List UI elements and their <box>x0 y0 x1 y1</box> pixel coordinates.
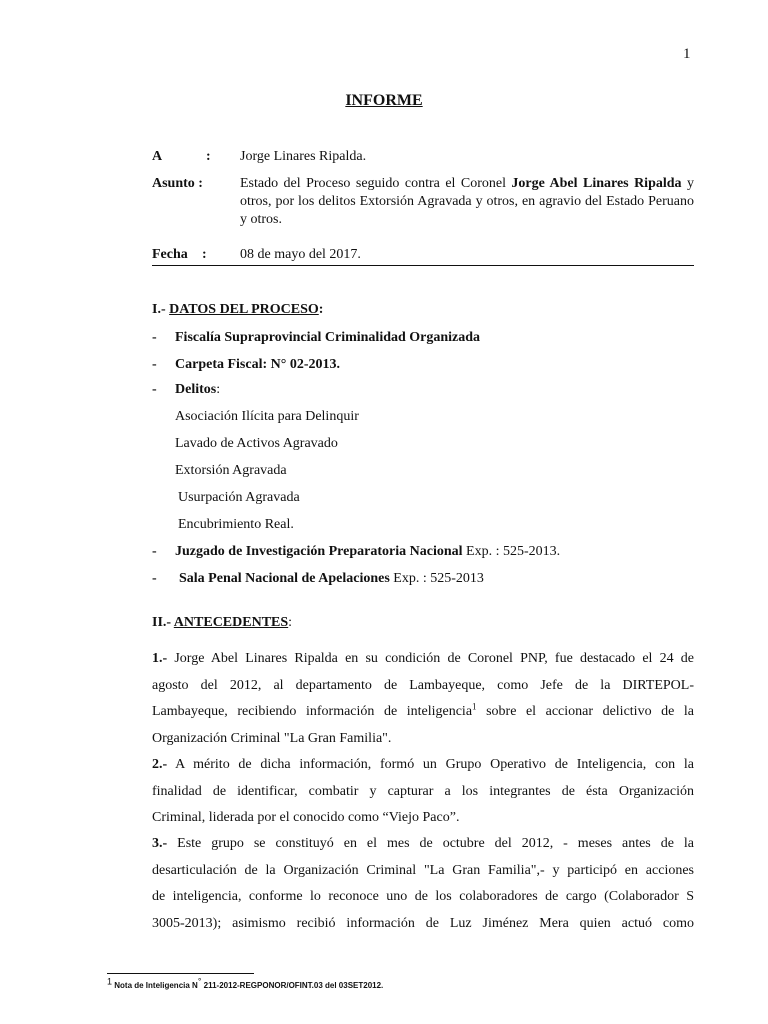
date-colon: : <box>202 247 207 262</box>
footnote: $^1$ Nota de Inteligencia N° 211-2012-REGPONOR/OFINT.03 del 03SET2012. <box>107 976 384 990</box>
subject-value: Estado del Proceso seguido contra el Coronel Jorge Abel Linares Ripalda y otros, por los delitos Extorsión Agravada y otros, en agravio del Estado Peruano y otros. <box>240 176 694 227</box>
section-2-heading: II.- ANTECEDENTES: <box>152 615 293 630</box>
page-number: 1 <box>683 46 691 62</box>
delito-item: Encubrimiento Real. <box>178 517 294 532</box>
subject-label: Asunto : <box>152 176 203 191</box>
header-divider <box>152 265 694 266</box>
delito-item: Asociación Ilícita para Delinquir <box>175 409 359 424</box>
delito-item: Lavado de Activos Agravado <box>175 436 338 451</box>
to-colon: : <box>206 149 211 164</box>
date-value: 08 de mayo del 2017. <box>240 247 361 262</box>
paragraph-1: 1.- Jorge Abel Linares Ripalda en su condición de Coronel PNP, fue destacado el 24 de agosto del 2012, al departamento de Lambayeque, como Jefe de la DIRTEPOL- Lambayeque, recibiendo información de inteligencia$^1$ sobre el accionar delictivo de la Organización Criminal "La Gran Familia". <box>152 651 694 746</box>
date-label: Fecha <box>152 247 188 262</box>
footnote-divider <box>107 973 254 974</box>
to-label: A <box>152 149 163 164</box>
paragraph-3: 3.- Este grupo se constituyó en el mes de octubre del 2012, - meses antes de la desarticulación de la Organización Criminal "La Gran Familia",- y participó en acciones de inteligencia, conforme lo reconoce uno de los colaboradores de cargo (Colaborador S 3005-2013); asimismo recibió información de Luz Jiménez Mera quien actuó como <box>152 836 694 931</box>
document-title: INFORME <box>345 92 423 109</box>
paragraph-2: 2.- A mérito de dicha información, formó un Grupo Operativo de Inteligencia, con la finalidad de identificar, combatir y capturar a los integrantes de ésta Organización Criminal, liderada por el conocido como “Viejo Paco”. <box>152 757 694 825</box>
to-value: Jorge Linares Ripalda. <box>240 149 367 164</box>
delito-item: Usurpación Agravada <box>178 490 300 505</box>
delito-item: Extorsión Agravada <box>175 463 287 478</box>
document-page: 1 INFORME A : Jorge Linares Ripalda. Asunto : Estado del Proceso seguido contra el Coronel Jorge Abel Linares Ripalda y otros, por los delitos Extorsión Agravada y otros, en agravio del Estado Peruano y otros. Fecha : 08 de mayo del 2017. I.- DATOS DEL PROCESO: - Fiscalía Supraprovincial Criminalidad Organizada - Carpeta Fiscal: N° 02-2013. - Delitos: Asociación Ilícita para Delinquir Lavado de Activos Agravado Extorsión Agravada Usurpación Agravada Encubrimiento Real. - Juzgado de Investigación Preparatoria Nacional Exp. : 525-2013. - Sala Penal Nacional de Apelaciones Exp. : 525-2013 II.- ANTECEDENTES: 1.- Jorge Abel Linares Ripalda en su condición de Coronel PNP, fue destacado el 24 de agosto del 2012, al departamento de Lambayeque, como Jefe de la DIRTEPOL- Lambayeque, recibiendo información de inteligencia$^1$ sobre el accionar delictivo de la Organización Criminal "La Gran Familia". 2.- A mérito de dicha información, formó un Grupo Operativo de Inteligencia, con la finalidad de identificar, combatir y capturar a los integrantes de ésta Organización Criminal, liderada por el conocido como “Viejo Paco”. 3.- Este grupo se constituyó en el mes de octubre del 2012, - meses antes de la desarticulación de la Organización Criminal "La Gran Familia",- y participó en acciones de inteligencia, conforme lo reconoce uno de los colaboradores de cargo (Colaborador S 3005-2013); asimismo recibió información de Luz Jiménez Mera quien actuó como $^1$ Nota de Inteligencia N° 211-2012-REGPONOR/OFINT.03 del 03SET2012. <box>0 0 768 1024</box>
section-1-heading: I.- DATOS DEL PROCESO: <box>152 302 324 317</box>
